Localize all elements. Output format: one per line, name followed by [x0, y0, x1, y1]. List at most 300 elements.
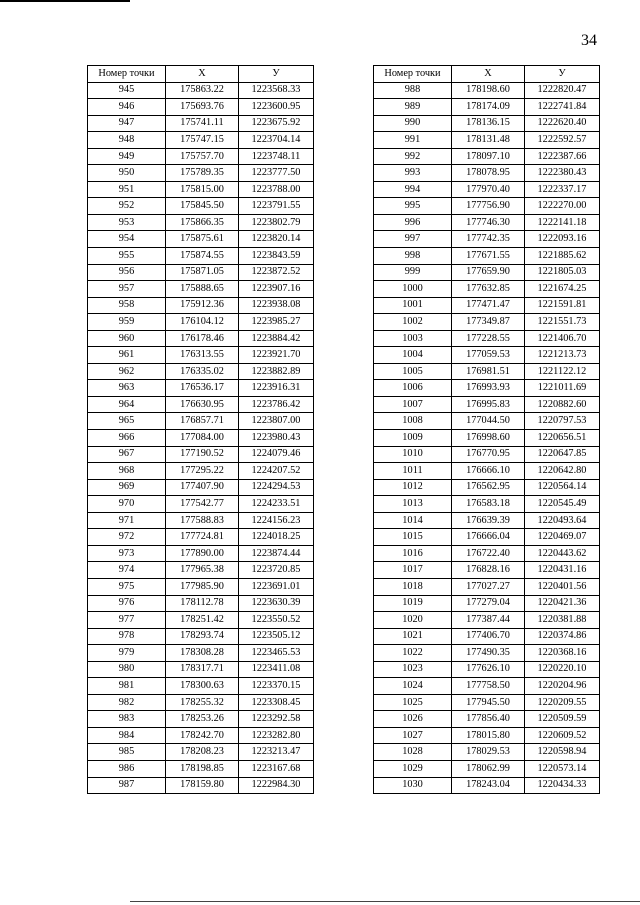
y-cell: 1223807.00 [239, 413, 314, 430]
x-cell: 177295.22 [166, 463, 239, 480]
y-cell: 1221122.12 [525, 363, 600, 380]
y-cell: 1222592.57 [525, 132, 600, 149]
point-number-cell: 1007 [374, 396, 452, 413]
point-number-cell: 989 [374, 99, 452, 116]
table-row [374, 165, 600, 182]
left-coordinates-table [87, 65, 314, 794]
table-row [88, 264, 314, 281]
point-number-cell: 962 [88, 363, 166, 380]
y-cell: 1223308.45 [239, 694, 314, 711]
x-cell: 177856.40 [452, 711, 525, 728]
table-row [88, 430, 314, 447]
table-row [88, 512, 314, 529]
x-cell: 175871.05 [166, 264, 239, 281]
point-number-cell: 961 [88, 347, 166, 364]
x-cell: 177542.77 [166, 496, 239, 513]
x-cell: 175757.70 [166, 148, 239, 165]
y-cell: 1220564.14 [525, 479, 600, 496]
x-cell: 175875.61 [166, 231, 239, 248]
point-number-cell: 991 [374, 132, 452, 149]
point-number-cell: 1014 [374, 512, 452, 529]
point-number-cell: 949 [88, 148, 166, 165]
y-cell: 1223882.89 [239, 363, 314, 380]
table-row [374, 198, 600, 215]
point-number-cell: 983 [88, 711, 166, 728]
y-cell: 1222820.47 [525, 82, 600, 99]
table-row [374, 661, 600, 678]
y-cell: 1221551.73 [525, 314, 600, 331]
point-number-cell: 996 [374, 214, 452, 231]
point-number-cell: 1015 [374, 529, 452, 546]
x-cell: 175741.11 [166, 115, 239, 132]
x-cell: 177758.50 [452, 678, 525, 695]
table-row [374, 578, 600, 595]
table-row [88, 248, 314, 265]
x-cell: 177742.35 [452, 231, 525, 248]
x-cell: 175693.76 [166, 99, 239, 116]
y-cell: 1223907.16 [239, 281, 314, 298]
point-number-cell: 969 [88, 479, 166, 496]
x-cell: 176998.60 [452, 430, 525, 447]
table-row [374, 248, 600, 265]
x-cell: 177490.35 [452, 645, 525, 662]
y-cell: 1220509.59 [525, 711, 600, 728]
x-cell: 175815.00 [166, 181, 239, 198]
point-number-cell: 981 [88, 678, 166, 695]
table-row [374, 744, 600, 761]
table-row [374, 181, 600, 198]
y-cell: 1224156.23 [239, 512, 314, 529]
point-number-cell: 976 [88, 595, 166, 612]
x-cell: 177724.81 [166, 529, 239, 546]
x-cell: 178308.28 [166, 645, 239, 662]
header-point-number: Номер точки [374, 66, 452, 83]
x-cell: 176981.51 [452, 363, 525, 380]
y-cell: 1220431.16 [525, 562, 600, 579]
table-row [374, 512, 600, 529]
point-number-cell: 1018 [374, 578, 452, 595]
point-number-cell: 947 [88, 115, 166, 132]
x-cell: 176666.04 [452, 529, 525, 546]
y-cell: 1222741.84 [525, 99, 600, 116]
table-row [88, 363, 314, 380]
table-row [88, 760, 314, 777]
table-row [374, 645, 600, 662]
table-row [88, 82, 314, 99]
table-row [88, 661, 314, 678]
x-cell: 177965.38 [166, 562, 239, 579]
x-cell: 175789.35 [166, 165, 239, 182]
x-cell: 177471.47 [452, 297, 525, 314]
x-cell: 176666.10 [452, 463, 525, 480]
x-cell: 177407.90 [166, 479, 239, 496]
y-cell: 1220374.86 [525, 628, 600, 645]
point-number-cell: 955 [88, 248, 166, 265]
x-cell: 178136.15 [452, 115, 525, 132]
table-row [374, 446, 600, 463]
y-cell: 1222387.66 [525, 148, 600, 165]
table-row [374, 777, 600, 794]
table-row [88, 115, 314, 132]
x-cell: 176828.16 [452, 562, 525, 579]
x-cell: 176104.12 [166, 314, 239, 331]
point-number-cell: 1001 [374, 297, 452, 314]
point-number-cell: 970 [88, 496, 166, 513]
point-number-cell: 1016 [374, 545, 452, 562]
y-cell: 1220204.96 [525, 678, 600, 695]
x-cell: 177279.04 [452, 595, 525, 612]
table-row [374, 496, 600, 513]
table-row [88, 545, 314, 562]
point-number-cell: 967 [88, 446, 166, 463]
point-number-cell: 1020 [374, 612, 452, 629]
y-cell: 1220421.36 [525, 595, 600, 612]
x-cell: 176630.95 [166, 396, 239, 413]
point-number-cell: 1013 [374, 496, 452, 513]
table-row [374, 82, 600, 99]
x-cell: 177059.53 [452, 347, 525, 364]
table-row [88, 165, 314, 182]
y-cell: 1220647.85 [525, 446, 600, 463]
point-number-cell: 1017 [374, 562, 452, 579]
y-cell: 1223720.85 [239, 562, 314, 579]
table-row [374, 214, 600, 231]
point-number-cell: 994 [374, 181, 452, 198]
point-number-cell: 990 [374, 115, 452, 132]
y-cell: 1220434.33 [525, 777, 600, 794]
point-number-cell: 999 [374, 264, 452, 281]
point-number-cell: 960 [88, 330, 166, 347]
y-cell: 1224018.25 [239, 529, 314, 546]
point-number-cell: 1023 [374, 661, 452, 678]
point-number-cell: 982 [88, 694, 166, 711]
header-point-number: Номер точки [88, 66, 166, 83]
y-cell: 1220797.53 [525, 413, 600, 430]
x-cell: 177349.87 [452, 314, 525, 331]
x-cell: 178112.78 [166, 595, 239, 612]
table-row [88, 496, 314, 513]
y-cell: 1223370.15 [239, 678, 314, 695]
y-cell: 1222380.43 [525, 165, 600, 182]
point-number-cell: 1003 [374, 330, 452, 347]
point-number-cell: 971 [88, 512, 166, 529]
point-number-cell: 975 [88, 578, 166, 595]
point-number-cell: 1026 [374, 711, 452, 728]
x-cell: 178015.80 [452, 727, 525, 744]
point-number-cell: 1021 [374, 628, 452, 645]
point-number-cell: 1005 [374, 363, 452, 380]
table-row [88, 645, 314, 662]
table-row [88, 529, 314, 546]
y-cell: 1220493.64 [525, 512, 600, 529]
y-cell: 1222337.17 [525, 181, 600, 198]
x-cell: 176562.95 [452, 479, 525, 496]
x-cell: 178131.48 [452, 132, 525, 149]
x-cell: 176995.83 [452, 396, 525, 413]
point-number-cell: 1024 [374, 678, 452, 695]
point-number-cell: 972 [88, 529, 166, 546]
table-row [88, 678, 314, 695]
y-cell: 1223691.01 [239, 578, 314, 595]
x-cell: 177659.90 [452, 264, 525, 281]
y-cell: 1223213.47 [239, 744, 314, 761]
x-cell: 175866.35 [166, 214, 239, 231]
table-row [88, 595, 314, 612]
point-number-cell: 945 [88, 82, 166, 99]
x-cell: 177756.90 [452, 198, 525, 215]
point-number-cell: 997 [374, 231, 452, 248]
point-number-cell: 993 [374, 165, 452, 182]
point-number-cell: 977 [88, 612, 166, 629]
y-cell: 1220443.62 [525, 545, 600, 562]
y-cell: 1220598.94 [525, 744, 600, 761]
point-number-cell: 1006 [374, 380, 452, 397]
y-cell: 1224207.52 [239, 463, 314, 480]
y-cell: 1220469.07 [525, 529, 600, 546]
table-row [88, 744, 314, 761]
table-row [88, 612, 314, 629]
y-cell: 1223777.50 [239, 165, 314, 182]
table-row [374, 562, 600, 579]
y-cell: 1221591.81 [525, 297, 600, 314]
x-cell: 177626.10 [452, 661, 525, 678]
x-cell: 178174.09 [452, 99, 525, 116]
table-row [374, 413, 600, 430]
header-row [88, 66, 314, 83]
table-row [374, 281, 600, 298]
point-number-cell: 998 [374, 248, 452, 265]
table-row [88, 694, 314, 711]
table-row [88, 479, 314, 496]
table-row [88, 198, 314, 215]
table-row [374, 363, 600, 380]
table-row [374, 678, 600, 695]
x-cell: 178198.60 [452, 82, 525, 99]
y-cell: 1220401.56 [525, 578, 600, 595]
table-row [88, 314, 314, 331]
x-cell: 175888.65 [166, 281, 239, 298]
table-row [374, 297, 600, 314]
x-cell: 178198.85 [166, 760, 239, 777]
point-number-cell: 987 [88, 777, 166, 794]
y-cell: 1222984.30 [239, 777, 314, 794]
x-cell: 177890.00 [166, 545, 239, 562]
x-cell: 178242.70 [166, 727, 239, 744]
x-cell: 178208.23 [166, 744, 239, 761]
y-cell: 1223872.52 [239, 264, 314, 281]
point-number-cell: 951 [88, 181, 166, 198]
point-number-cell: 979 [88, 645, 166, 662]
y-cell: 1220220.10 [525, 661, 600, 678]
y-cell: 1223788.00 [239, 181, 314, 198]
header-row [374, 66, 600, 83]
header-x: X [166, 66, 239, 83]
table-row [88, 214, 314, 231]
x-cell: 177406.70 [452, 628, 525, 645]
page-number: 34 [581, 32, 597, 49]
y-cell: 1222270.00 [525, 198, 600, 215]
table-row [88, 281, 314, 298]
table-row [374, 231, 600, 248]
y-cell: 1220642.80 [525, 463, 600, 480]
y-cell: 1221011.69 [525, 380, 600, 397]
y-cell: 1222620.40 [525, 115, 600, 132]
table-row [88, 727, 314, 744]
table-row [374, 760, 600, 777]
x-cell: 175874.55 [166, 248, 239, 265]
top-divider [0, 0, 130, 2]
x-cell: 177746.30 [452, 214, 525, 231]
y-cell: 1223411.08 [239, 661, 314, 678]
x-cell: 178255.32 [166, 694, 239, 711]
point-number-cell: 953 [88, 214, 166, 231]
x-cell: 177228.55 [452, 330, 525, 347]
x-cell: 175912.36 [166, 297, 239, 314]
x-cell: 178062.99 [452, 760, 525, 777]
point-number-cell: 995 [374, 198, 452, 215]
y-cell: 1223786.42 [239, 396, 314, 413]
right-table-body [374, 82, 600, 794]
y-cell: 1220381.88 [525, 612, 600, 629]
table-row [374, 545, 600, 562]
y-cell: 1223938.08 [239, 297, 314, 314]
point-number-cell: 988 [374, 82, 452, 99]
point-number-cell: 946 [88, 99, 166, 116]
x-cell: 176722.40 [452, 545, 525, 562]
point-number-cell: 992 [374, 148, 452, 165]
point-number-cell: 986 [88, 760, 166, 777]
x-cell: 176583.18 [452, 496, 525, 513]
table-row [88, 777, 314, 794]
table-row [88, 463, 314, 480]
y-cell: 1220656.51 [525, 430, 600, 447]
point-number-cell: 1029 [374, 760, 452, 777]
y-cell: 1223884.42 [239, 330, 314, 347]
y-cell: 1224294.53 [239, 479, 314, 496]
point-number-cell: 1000 [374, 281, 452, 298]
x-cell: 177084.00 [166, 430, 239, 447]
table-row [88, 148, 314, 165]
table-row [88, 347, 314, 364]
table-row [88, 380, 314, 397]
table-row [374, 380, 600, 397]
y-cell: 1223985.27 [239, 314, 314, 331]
point-number-cell: 984 [88, 727, 166, 744]
table-row [374, 396, 600, 413]
table-row [88, 628, 314, 645]
x-cell: 178300.63 [166, 678, 239, 695]
table-row [374, 612, 600, 629]
table-row [374, 132, 600, 149]
table-row [88, 413, 314, 430]
y-cell: 1221805.03 [525, 264, 600, 281]
table-row [374, 264, 600, 281]
x-cell: 175863.22 [166, 82, 239, 99]
point-number-cell: 1012 [374, 479, 452, 496]
x-cell: 176993.93 [452, 380, 525, 397]
x-cell: 177387.44 [452, 612, 525, 629]
x-cell: 177945.50 [452, 694, 525, 711]
y-cell: 1223568.33 [239, 82, 314, 99]
y-cell: 1220209.55 [525, 694, 600, 711]
x-cell: 176639.39 [452, 512, 525, 529]
y-cell: 1223465.53 [239, 645, 314, 662]
table-row [374, 529, 600, 546]
y-cell: 1223748.11 [239, 148, 314, 165]
table-row [374, 463, 600, 480]
point-number-cell: 1009 [374, 430, 452, 447]
table-row [374, 148, 600, 165]
x-cell: 178097.10 [452, 148, 525, 165]
point-number-cell: 1002 [374, 314, 452, 331]
point-number-cell: 968 [88, 463, 166, 480]
x-cell: 175845.50 [166, 198, 239, 215]
table-row [374, 595, 600, 612]
table-row [88, 330, 314, 347]
table-row [88, 396, 314, 413]
point-number-cell: 1011 [374, 463, 452, 480]
y-cell: 1223505.12 [239, 628, 314, 645]
x-cell: 176335.02 [166, 363, 239, 380]
point-number-cell: 958 [88, 297, 166, 314]
table-row [374, 115, 600, 132]
y-cell: 1223980.43 [239, 430, 314, 447]
point-number-cell: 1022 [374, 645, 452, 662]
y-cell: 1223630.39 [239, 595, 314, 612]
point-number-cell: 978 [88, 628, 166, 645]
table-row [88, 562, 314, 579]
point-number-cell: 974 [88, 562, 166, 579]
point-number-cell: 956 [88, 264, 166, 281]
left-table-body [88, 82, 314, 794]
table-row [88, 231, 314, 248]
table-row [374, 430, 600, 447]
x-cell: 177970.40 [452, 181, 525, 198]
x-cell: 178317.71 [166, 661, 239, 678]
point-number-cell: 948 [88, 132, 166, 149]
point-number-cell: 1028 [374, 744, 452, 761]
x-cell: 177985.90 [166, 578, 239, 595]
x-cell: 178078.95 [452, 165, 525, 182]
y-cell: 1220882.60 [525, 396, 600, 413]
x-cell: 177588.83 [166, 512, 239, 529]
table-row [88, 99, 314, 116]
x-cell: 178029.53 [452, 744, 525, 761]
table-row [88, 132, 314, 149]
point-number-cell: 1030 [374, 777, 452, 794]
table-row [374, 727, 600, 744]
y-cell: 1221213.73 [525, 347, 600, 364]
x-cell: 177044.50 [452, 413, 525, 430]
y-cell: 1223843.59 [239, 248, 314, 265]
y-cell: 1221674.25 [525, 281, 600, 298]
point-number-cell: 957 [88, 281, 166, 298]
table-row [88, 446, 314, 463]
table-row [88, 181, 314, 198]
x-cell: 177027.27 [452, 578, 525, 595]
point-number-cell: 963 [88, 380, 166, 397]
x-cell: 178253.26 [166, 711, 239, 728]
point-number-cell: 973 [88, 545, 166, 562]
point-number-cell: 1004 [374, 347, 452, 364]
point-number-cell: 1010 [374, 446, 452, 463]
x-cell: 178293.74 [166, 628, 239, 645]
point-number-cell: 952 [88, 198, 166, 215]
point-number-cell: 1025 [374, 694, 452, 711]
y-cell: 1220573.14 [525, 760, 600, 777]
y-cell: 1221885.62 [525, 248, 600, 265]
y-cell: 1223791.55 [239, 198, 314, 215]
